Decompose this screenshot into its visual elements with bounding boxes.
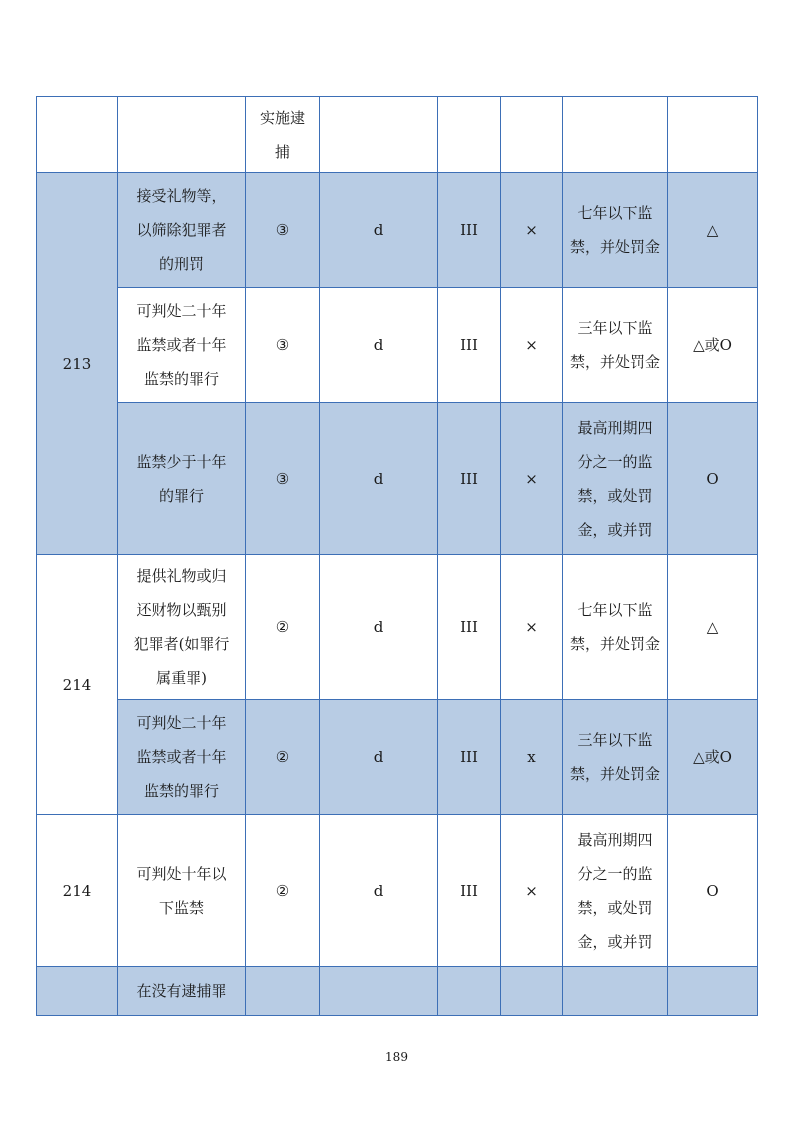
offense-cell: 可判处二十年 监禁或者十年 监禁的罪行 <box>118 288 246 403</box>
table-row <box>37 967 758 1016</box>
offense-cell: 监禁少于十年 的罪行 <box>118 403 246 555</box>
table-row <box>37 555 758 700</box>
mark-cell: × <box>501 173 563 288</box>
law-table <box>36 96 758 1016</box>
header-cell-penalty <box>563 97 668 173</box>
arrest-cell: ② <box>246 555 320 700</box>
section-number: 213 <box>37 173 118 555</box>
arrest-cell: ③ <box>246 403 320 555</box>
code-cell: d <box>320 173 438 288</box>
offense-cell: 接受礼物等， 以筛除犯罪者 的刑罚 <box>118 173 246 288</box>
code-cell: d <box>320 555 438 700</box>
mark-cell <box>501 967 563 1016</box>
penalty-cell: 三年以下监 禁，并处罚金 <box>563 700 668 815</box>
header-cell-no <box>37 97 118 173</box>
table-row <box>37 700 758 815</box>
mark-cell: x <box>501 700 563 815</box>
offense-cell: 提供礼物或归 还财物以甄别 犯罪者(如罪行 属重罪) <box>118 555 246 700</box>
header-cell-result <box>668 97 758 173</box>
level-cell: III <box>438 815 501 967</box>
penalty-cell <box>563 967 668 1016</box>
level-cell: III <box>438 403 501 555</box>
code-cell: d <box>320 815 438 967</box>
level-cell <box>438 967 501 1016</box>
result-cell: O <box>668 815 758 967</box>
table-row <box>37 173 758 288</box>
result-cell <box>668 967 758 1016</box>
arrest-cell: ③ <box>246 288 320 403</box>
offense-cell: 可判处十年以 下监禁 <box>118 815 246 967</box>
arrest-cell <box>246 967 320 1016</box>
level-cell: III <box>438 700 501 815</box>
level-cell: III <box>438 288 501 403</box>
mark-cell: × <box>501 555 563 700</box>
code-cell: d <box>320 403 438 555</box>
result-cell: △或O <box>668 700 758 815</box>
level-cell: III <box>438 555 501 700</box>
offense-cell: 可判处二十年 监禁或者十年 监禁的罪行 <box>118 700 246 815</box>
result-cell: △ <box>668 173 758 288</box>
penalty-cell: 最高刑期四 分之一的监 禁，或处罚 金，或并罚 <box>563 815 668 967</box>
mark-cell: × <box>501 288 563 403</box>
arrest-cell: ③ <box>246 173 320 288</box>
offense-cell: 在没有逮捕罪 <box>118 967 246 1016</box>
header-cell-offense <box>118 97 246 173</box>
section-number: 214 <box>37 815 118 967</box>
table-row <box>37 288 758 403</box>
penalty-cell: 七年以下监 禁，并处罚金 <box>563 173 668 288</box>
header-cell-code <box>320 97 438 173</box>
mark-cell: × <box>501 403 563 555</box>
arrest-cell: ② <box>246 700 320 815</box>
level-cell: III <box>438 173 501 288</box>
mark-cell: × <box>501 815 563 967</box>
header-cell-level <box>438 97 501 173</box>
header-cell-arrest: 实施逮 捕 <box>246 97 320 173</box>
code-cell: d <box>320 288 438 403</box>
result-cell: △或O <box>668 288 758 403</box>
code-cell: d <box>320 700 438 815</box>
result-cell: △ <box>668 555 758 700</box>
arrest-cell: ② <box>246 815 320 967</box>
penalty-cell: 最高刑期四 分之一的监 禁，或处罚 金，或并罚 <box>563 403 668 555</box>
penalty-cell: 三年以下监 禁，并处罚金 <box>563 288 668 403</box>
section-number <box>37 967 118 1016</box>
table-row <box>37 815 758 967</box>
result-cell: O <box>668 403 758 555</box>
section-number: 214 <box>37 555 118 815</box>
page-number: 189 <box>385 1050 408 1064</box>
table-row <box>37 403 758 555</box>
header-cell-mark <box>501 97 563 173</box>
penalty-cell: 七年以下监 禁，并处罚金 <box>563 555 668 700</box>
header-row <box>37 97 758 173</box>
code-cell <box>320 967 438 1016</box>
